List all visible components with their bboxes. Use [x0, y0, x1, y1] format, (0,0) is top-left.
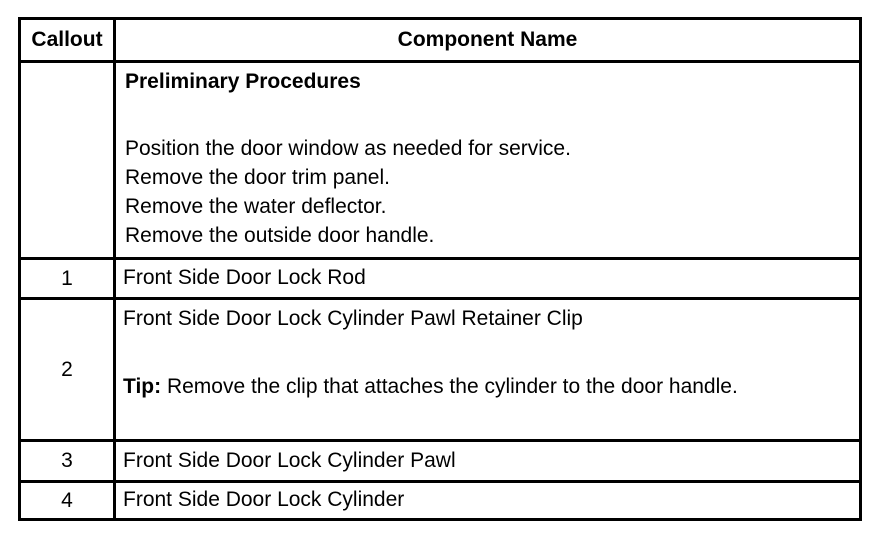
callout-cell: 3 — [21, 442, 116, 480]
preliminary-procedures-row — [21, 63, 859, 260]
preliminary-step: Position the door window as needed for service. — [125, 137, 571, 160]
callout-cell-empty — [21, 63, 116, 257]
component-name-cell — [116, 300, 859, 439]
component-name: Front Side Door Lock Cylinder Pawl Retainer Clip — [123, 307, 583, 330]
component-table — [18, 17, 862, 521]
table-row — [21, 260, 859, 300]
component-name-cell — [116, 442, 859, 480]
preliminary-step: Remove the water deflector. — [125, 195, 387, 218]
tip-text: Remove the clip that attaches the cylinder to the door handle. — [161, 375, 738, 398]
preliminary-step: Remove the door trim panel. — [125, 166, 390, 189]
tip-note — [123, 375, 738, 399]
callout-header: Callout — [21, 20, 116, 60]
callout-cell: 2 — [21, 300, 116, 439]
component-name-cell — [116, 483, 859, 518]
component-name: Front Side Door Lock Cylinder Pawl — [123, 449, 456, 472]
preliminary-procedures-cell — [116, 63, 859, 257]
table-row — [21, 483, 859, 518]
component-name: Front Side Door Lock Cylinder — [123, 488, 405, 511]
component-name-cell — [116, 260, 859, 297]
preliminary-step: Remove the outside door handle. — [125, 224, 435, 247]
table-row — [21, 442, 859, 483]
tip-label: Tip: — [123, 375, 162, 398]
table-header-row — [21, 20, 859, 63]
preliminary-procedures-title: Preliminary Procedures — [125, 70, 361, 93]
table-row — [21, 300, 859, 442]
component-name-header: Component Name — [397, 28, 578, 51]
component-name: Front Side Door Lock Rod — [123, 266, 366, 289]
callout-cell: 1 — [21, 260, 116, 297]
callout-cell: 4 — [21, 483, 116, 518]
